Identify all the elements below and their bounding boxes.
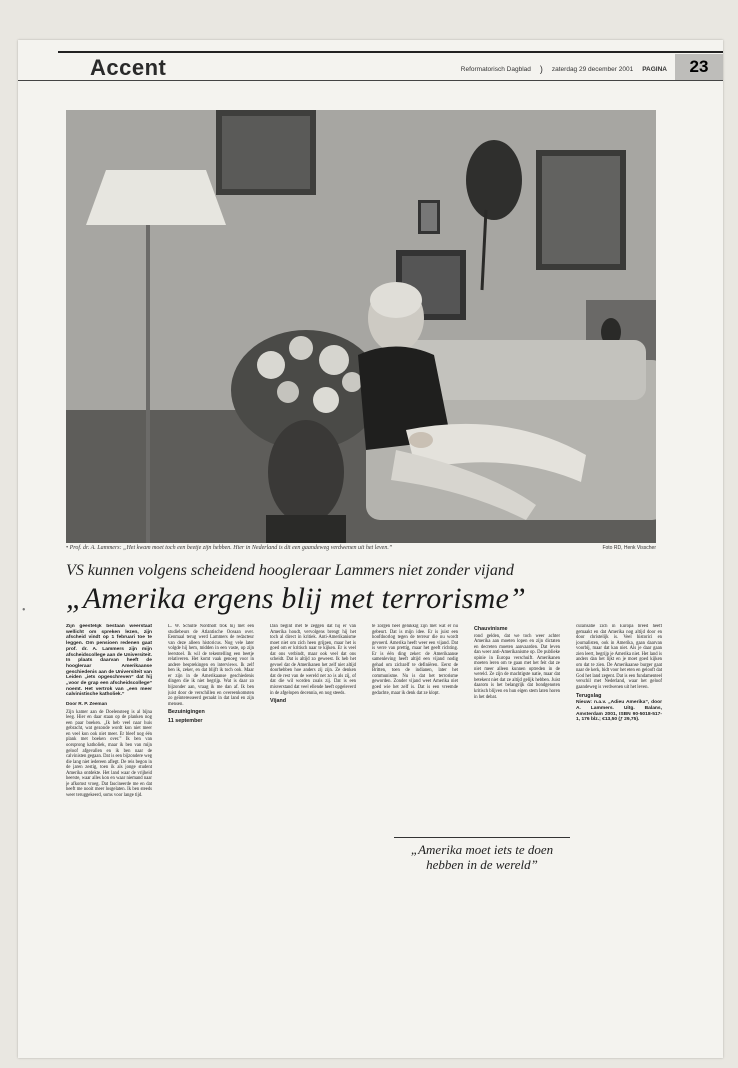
article-kicker: VS kunnen volgens scheidend hoogleraar Lammers niet zonder vijand	[66, 562, 514, 579]
newspaper-name: Reformatorisch Dagblad	[460, 65, 531, 73]
subhead-bezuinigingen: Bezuinigingen	[168, 709, 205, 716]
masthead-meta	[461, 64, 667, 74]
article-body	[66, 624, 666, 1042]
column-5	[474, 624, 560, 1042]
column-2	[168, 624, 254, 1042]
column-text: cularisatie zich in Europa breed heeft gemaakt en dat Amerika nog altijd door en door christelijk is. Veel historici en journalisten, ook in Amerika, gaan daarvan voorbij, maar dat kan niet. Als je daar gaan zien leert, begrijp je Amerika niet. Het land is anders dan het lijkt en je moet goed kijken om dat te zien. De Amerikaanse burger gaat naar de kerk, bidt voor het eten en gelooft dat God het land zegent. Dat is een fundamenteel verschil met Nederland, waar het geloof gaandeweg is verdwenen uit het leven.	[576, 624, 662, 691]
article-headline: „Amerika ergens blij met terrorisme”	[66, 582, 526, 615]
photo-credit: Foto RD, Henk Visscher	[602, 545, 656, 551]
subhead-terugslag: Terugslag	[576, 692, 602, 699]
caption-text: • Prof. dr. A. Lammers: „Het kwam moet toch een beetje zijn hebben. Hier in Nederland is dit een gaandeweg verdwenen uit het leven.”	[66, 545, 393, 551]
column-text: Zijn kamer aan de Doelensteeg is al bijna leeg. Hier en daar staan op de planken nog een paar boeken. „Ik heb veel naar huis gebracht, wat gezonde wordt kon niet meer en veel kon ook niet meer. Er bleef nog één plank met boeken over.” Ik ben van oorsprong katholiek, maar ik ben van mijn geloof afgevallen en ik ben naar de calvinisten gegaan. Dat is een bijzondere weg die lang niet iedereen aflegt. De reis begon in de jaren zestig, toen ik als jonge student Amerika ontdekte. Het land waar de vrijheid heerste, waar alles kon en waar niemand naar je afkomst vroeg. Dat fascineerde me en dat heeft me nooit meer losgelaten. Ik ben steeds weer teruggekeerd, soms voor lange tijd.	[66, 709, 152, 798]
article-lead: Zijn geestelijk bestaan weerstaat wellicht om spreken lezen, zijn afscheid vindt op 1 februari toe te leggen. Om pensioen redenen gaat prof. dr. A. Lammers zijn mijn afscheidscollege aan de Universiteit. In plaats daarvan heeft de hoogleraar Amerikaanse geschiedenis aan de Universiteit van Leiden „iets opgeschreven” dat hij „voor de grap een afscheidscollege” noemt. Het vertrok van „een meer calvinistische katholiek.”	[66, 624, 152, 698]
issue-date: zaterdag 29 december 2001	[551, 65, 634, 73]
column-3	[270, 624, 356, 1042]
photo-caption	[66, 545, 656, 555]
subhead-11-september: 11 september	[168, 717, 203, 724]
header-rule	[58, 51, 723, 53]
column-4	[372, 624, 458, 1042]
portrait-illustration	[66, 110, 656, 543]
column-1	[66, 624, 152, 1042]
subhead-chauvinisme: Chauvinisme	[474, 626, 508, 632]
column-text: L. W. Schulte Nordholt trok hij met een studiebeurs de Atlantische Oceaan over. Eenmaal terug werd Lammers de redacteur van deze alleen historicus. Nog vele later volgde hij hem, midden in een vaste, op zijn leerstoel. Ik wil de tekentelling een beetje relativeren. Het komt vaak genoeg voor in andere besprekingen en interviews. Ik zelf ben ik, zeker, en dat blijft ik toch ook. Maar er zijn in de Amerikaanse geschiedenis dingen die ik niet begrijp. Wat is daar zo bijzonder aan, vraag ik me dan af. Ik ben juist door de verschillen en overeenkomsten zo geïnteresseerd geraakt in dat land en zijn mensen.	[168, 624, 254, 707]
page-number: 23	[675, 54, 723, 80]
book-info: Nieuw: n.a.v. „Adieu Amerika”, door A. Lammers. Uitg. Balans, Amsterdam 2001, ISBN 90-5018-517-1, 176 blz.; €13,50 (ƒ 29,75).	[576, 700, 662, 723]
logo-swoosh-icon: )	[539, 64, 543, 74]
byline: Door R. P. Zeeman	[66, 701, 108, 707]
page-label: PAGINA	[642, 65, 667, 73]
page-header	[18, 40, 723, 81]
column-text: rond gelden, dat we toch weer achter Amerika aan moeten lopen en zijn dictaten en decreten moeten aanvaarden. Dat leven dan weer anti-Amerikanisme op. De publieke opinie in Europa verschuift. Amerikanen moeten leren om te gaan met het feit dat ze niet meer alleen kunnen optreden in de wereld. Ze zijn de machtigste natie, maar dat betekent niet dat ze altijd gelijk hebben. Juist daarom is het belangrijk dat bondgenoten kritisch blijven en hun eigen stem laten horen in het debat.	[474, 633, 560, 700]
section-title: Accent	[90, 55, 167, 80]
newspaper-page	[18, 40, 723, 1058]
fold-mark-icon: •	[22, 605, 26, 616]
column-text: te zorgen heel gelukkig zijn met wat er nu gebeurt. Dat is mijn idee. Er is juist een hoofdoorlog tegen de terreur die nu wordt gevoerd. Amerika heeft weer een vijand. Dat is verre van prettig, maar het geeft richting. Er is één ding zeker: de Amerikaanse samenleving heeft altijd een vijand nodig gehad om zichzelf te definiëren. Eerst de Britten, toen de indianen, later het communisme. Nu is dat het terrorisme geworden. Zonder vijand weet Amerika niet goed wie het zelf is. Dat is een vreemde gedachte, maar ik denk dat ze klopt.	[372, 624, 458, 696]
column-6	[576, 624, 662, 1042]
pull-quote: „Amerika moet iets te doen hebben in de wereld”	[394, 837, 570, 872]
column-text: Dan begint met te zeggen dat hij er van Amerika houdt, vervolgens brengt hij het toch al direct in kritiek. Anti-Amerikanisme moet niet om zich heen grijpen, maar het is goed om er kritisch naar te kijken. Er is veel dat ons verbindt, maar ook veel dat ons scheidt. Dat is altijd zo geweest. Ik heb het gevoel dat de Amerikanen het zelf niet altijd doorhebben hoe anders zij zijn. Ze denken dat de rest van de wereld net zo is als zij, of dat die wil worden zoals zij. Dat is een misverstand dat veel ellende heeft opgeleverd in de afgelopen decennia, en nog steeds.	[270, 624, 356, 696]
subhead-vijand: Vijand	[270, 698, 287, 705]
article-photo	[66, 110, 656, 543]
